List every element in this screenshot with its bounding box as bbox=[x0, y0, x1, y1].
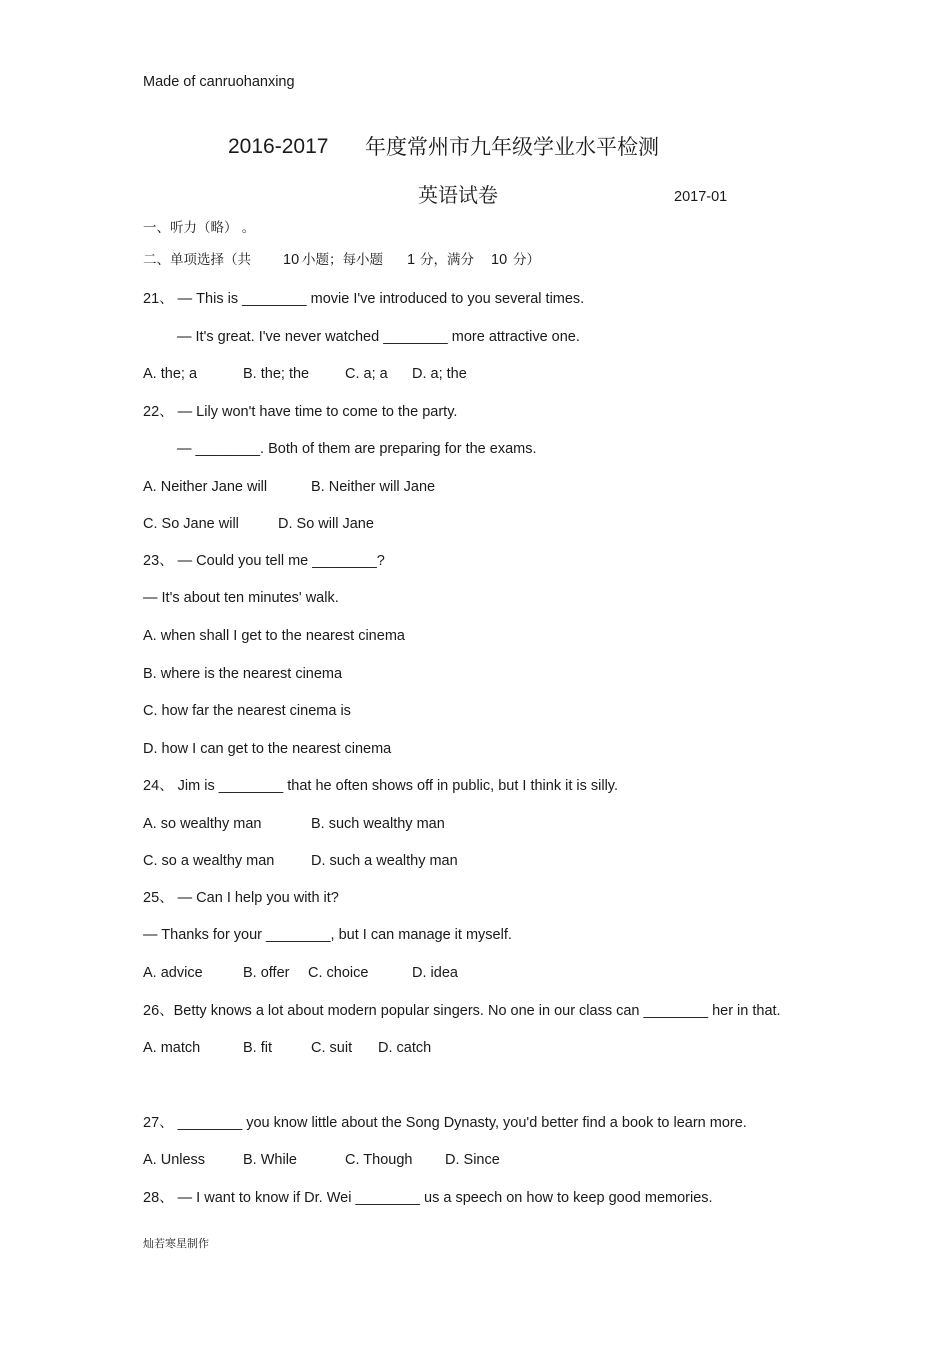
q22-option-b: B. Neither will Jane bbox=[311, 479, 436, 495]
q22-response: — ________. Both of them are preparing for the exams. bbox=[177, 441, 537, 457]
q23-option-a: A. when shall I get to the nearest cinema bbox=[143, 628, 405, 644]
q24-option-a: A. so wealthy man bbox=[143, 816, 262, 832]
section2-total: 10 bbox=[491, 252, 508, 268]
q21-option-d: D. a; the bbox=[412, 366, 467, 382]
section2-suffix: 分） bbox=[513, 252, 540, 268]
exam-date: 2017-01 bbox=[674, 189, 728, 205]
q21-option-a: A. the; a bbox=[143, 366, 198, 382]
q24-option-b: B. such wealthy man bbox=[311, 816, 445, 832]
q27-option-a: A. Unless bbox=[143, 1152, 206, 1168]
q26-option-c: C. suit bbox=[311, 1040, 353, 1056]
q28-stem: 28、 — I want to know if Dr. Wei ________ us a speech on how to keep good memories. bbox=[143, 1190, 713, 1206]
title-text: 年度常州市九年级学业水平检测 bbox=[365, 135, 659, 159]
q25-option-a: A. advice bbox=[143, 965, 203, 981]
q23-stem: 23、 — Could you tell me ________? bbox=[143, 553, 385, 569]
section-listening: 一、听力（略） 。 bbox=[143, 220, 256, 236]
q22-option-a: A. Neither Jane will bbox=[143, 479, 268, 495]
subtitle: 英语试卷 bbox=[418, 183, 498, 207]
q25-response: — Thanks for your ________, but I can manage it myself. bbox=[143, 927, 512, 943]
section2-count: 10 bbox=[283, 252, 300, 268]
q23-option-d: D. how I can get to the nearest cinema bbox=[143, 741, 392, 757]
q21-option-c: C. a; a bbox=[345, 366, 388, 382]
section2-score: 1 bbox=[407, 252, 416, 268]
q21-response: — It's great. I've never watched ________ more attractive one. bbox=[177, 329, 580, 345]
q27-option-b: B. While bbox=[243, 1152, 297, 1168]
q23-option-b: B. where is the nearest cinema bbox=[143, 666, 343, 682]
q21-stem: 21、 — This is ________ movie I've introduced to you several times. bbox=[143, 291, 585, 307]
q27-stem: 27、 ________ you know little about the Song Dynasty, you'd better find a book to learn more. bbox=[143, 1115, 747, 1131]
q21-option-b: B. the; the bbox=[243, 366, 310, 382]
q26-option-b: B. fit bbox=[243, 1040, 273, 1056]
section2-prefix: 二、单项选择（共 bbox=[143, 252, 251, 268]
section2-mid2: 分，满分 bbox=[420, 252, 474, 268]
q23-option-c: C. how far the nearest cinema is bbox=[143, 703, 351, 719]
q24-option-c: C. so a wealthy man bbox=[143, 853, 275, 869]
q25-option-b: B. offer bbox=[243, 965, 290, 981]
q27-option-c: C. Though bbox=[345, 1152, 413, 1168]
q23-response: — It's about ten minutes' walk. bbox=[143, 590, 339, 606]
q25-option-c: C. choice bbox=[308, 965, 369, 981]
q25-stem: 25、 — Can I help you with it? bbox=[143, 890, 339, 906]
q24-stem: 24、 Jim is ________ that he often shows off in public, but I think it is silly. bbox=[143, 778, 618, 794]
footer-text: 灿若寒星制作 bbox=[143, 1237, 209, 1250]
q26-stem: 26、Betty knows a lot about modern popular singers. No one in our class can ________ her in that. bbox=[143, 1003, 781, 1019]
q26-option-a: A. match bbox=[143, 1040, 201, 1056]
q22-stem: 22、 — Lily won't have time to come to the party. bbox=[143, 404, 458, 420]
q22-option-c: C. So Jane will bbox=[143, 516, 239, 532]
q25-option-d: D. idea bbox=[412, 965, 458, 981]
q26-option-d: D. catch bbox=[378, 1040, 432, 1056]
q27-option-d: D. Since bbox=[445, 1152, 500, 1168]
q24-option-d: D. such a wealthy man bbox=[311, 853, 458, 869]
title-year: 2016-2017 bbox=[228, 135, 329, 158]
q22-option-d: D. So will Jane bbox=[278, 516, 374, 532]
section2-mid1: 小题；每小题 bbox=[302, 252, 383, 268]
header-text: Made of canruohanxing bbox=[143, 74, 295, 90]
